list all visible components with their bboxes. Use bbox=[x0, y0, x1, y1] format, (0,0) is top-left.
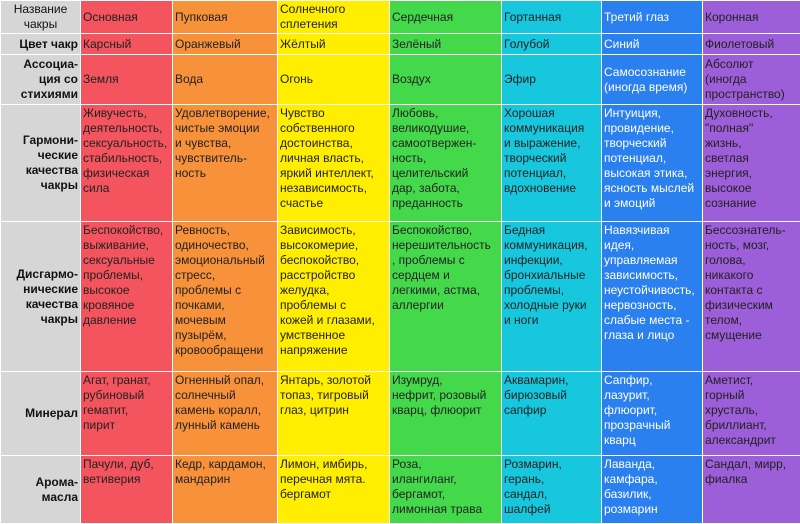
table-cell: Агат, гранат, рубиновый гематит, пирит bbox=[81, 372, 173, 456]
row-label: Минерал bbox=[1, 372, 81, 456]
table-cell: Янтарь, золотой топаз, тигровый глаз, цитрин bbox=[278, 372, 390, 456]
table-row-mineral bbox=[1, 372, 800, 456]
table-cell: Лимон, имбирь, перечная мята. бергамот bbox=[278, 456, 390, 524]
chakra-name-cell: Коронная bbox=[703, 1, 800, 34]
table-cell: Беспокойство, нерешительность , проблемы с сердцем и легкими, астма, аллергии bbox=[390, 222, 502, 372]
table-cell: Ревность, одиночество, эмоциональный стресс, проблемы с почками, мочевым пузырём, кровообращени bbox=[173, 222, 278, 372]
row-label: Ассоциа- ция со стихиями bbox=[1, 55, 81, 105]
table-cell: Синий bbox=[602, 34, 703, 55]
row-label: Арома- масла bbox=[1, 456, 81, 524]
table-cell: Бессознатель- ность, мозг, голова, никакого контакта с физическим телом, смущение bbox=[703, 222, 800, 372]
table-cell: Карсный bbox=[81, 34, 173, 55]
table-cell: Розмарин, герань, сандал, шалфей bbox=[502, 456, 602, 524]
table-cell: Огонь bbox=[278, 55, 390, 105]
table-cell: Голубой bbox=[502, 34, 602, 55]
table-cell: Изумруд, нефрит, розовый кварц, флюорит bbox=[390, 372, 502, 456]
table-cell: Кедр, кардамон, мандарин bbox=[173, 456, 278, 524]
table-cell: Эфир bbox=[502, 55, 602, 105]
table-cell: Сапфир, лазурит, флюорит, прозрачный кварц bbox=[602, 372, 703, 456]
chakra-name-cell: Основная bbox=[81, 1, 173, 34]
table-cell: Аквамарин, бирюзовый сапфир bbox=[502, 372, 602, 456]
row-label: Цвет чакр bbox=[1, 34, 81, 55]
chakra-name-cell: Пупковая bbox=[173, 1, 278, 34]
table-cell: Духовность, "полная" жизнь, светлая энергия, высокое сознание bbox=[703, 105, 800, 222]
table-cell: Удовлетворение, чистые эмоции и чувства, чувствитель- ность bbox=[173, 105, 278, 222]
table-cell: Бедная коммуникация, инфекции, бронхиальные проблемы, холодные руки и ноги bbox=[502, 222, 602, 372]
chakra-name-cell: Солнечного сплетения bbox=[278, 1, 390, 34]
table-cell: Зелёный bbox=[390, 34, 502, 55]
table-cell: Роза, илангиланг, бергамот, лимонная трава bbox=[390, 456, 502, 524]
table-cell: Зависимость, высокомерие, беспокойство, расстройство желудка, проблемы с кожей и глазами, умственное напряжение bbox=[278, 222, 390, 372]
table-row-element bbox=[1, 55, 800, 105]
table-cell: Огненный опал, солнечный камень коралл, лунный камень bbox=[173, 372, 278, 456]
table-cell: Аметист, горный хрусталь, бриллиант, александрит bbox=[703, 372, 800, 456]
table-cell: Абсолют (иногда пространство) bbox=[703, 55, 800, 105]
row-label: Название чакры bbox=[1, 1, 81, 34]
table-cell: Оранжевый bbox=[173, 34, 278, 55]
table-cell: Жёлтый bbox=[278, 34, 390, 55]
row-label: Дисгармо- нические качества чакры bbox=[1, 222, 81, 372]
table-row-header bbox=[1, 1, 800, 34]
chakra-name-cell: Гортанная bbox=[502, 1, 602, 34]
table-cell: Лаванда, камфара, базилик, розмарин bbox=[602, 456, 703, 524]
table-cell: Хорошая коммуникация и выражение, творческий потенциал, вдохновение bbox=[502, 105, 602, 222]
table-cell: Живучесть, деятельность, сексуальность, стабильность, физическая сила bbox=[81, 105, 173, 222]
table-cell: Сандал, мирр, фиалка bbox=[703, 456, 800, 524]
table-cell: Навязчивая идея, управляемая зависимость, неустойчивость, нервозность, слабые места - глаза и лицо bbox=[602, 222, 703, 372]
table-cell: Вода bbox=[173, 55, 278, 105]
table-row-color bbox=[1, 34, 800, 55]
table-cell: Самосознание (иногда время) bbox=[602, 55, 703, 105]
table-row-aroma-oils bbox=[1, 456, 800, 524]
chakra-name-cell: Третий глаз bbox=[602, 1, 703, 34]
table-cell: Пачули, дуб, ветиверия bbox=[81, 456, 173, 524]
table-cell: Чувство собственного достоинства, личная власть, яркий интеллект, независимость, счастье bbox=[278, 105, 390, 222]
chakra-name-cell: Сердечная bbox=[390, 1, 502, 34]
table-cell: Интуиция, провидение, творческий потенциал, высокая этика, ясность мыслей и эмоций bbox=[602, 105, 703, 222]
table-row-disharmonic bbox=[1, 222, 800, 372]
table-row-harmonic bbox=[1, 105, 800, 222]
table-cell: Земля bbox=[81, 55, 173, 105]
table-cell: Беспокойство, выживание, сексуальные проблемы, высокое кровяное давление bbox=[81, 222, 173, 372]
row-label: Гармони- ческие качества чакры bbox=[1, 105, 81, 222]
table-cell: Любовь, великодушие, самоотвержен- ность, целительский дар, забота, преданность bbox=[390, 105, 502, 222]
table-cell: Воздух bbox=[390, 55, 502, 105]
table-cell: Фиолетовый bbox=[703, 34, 800, 55]
